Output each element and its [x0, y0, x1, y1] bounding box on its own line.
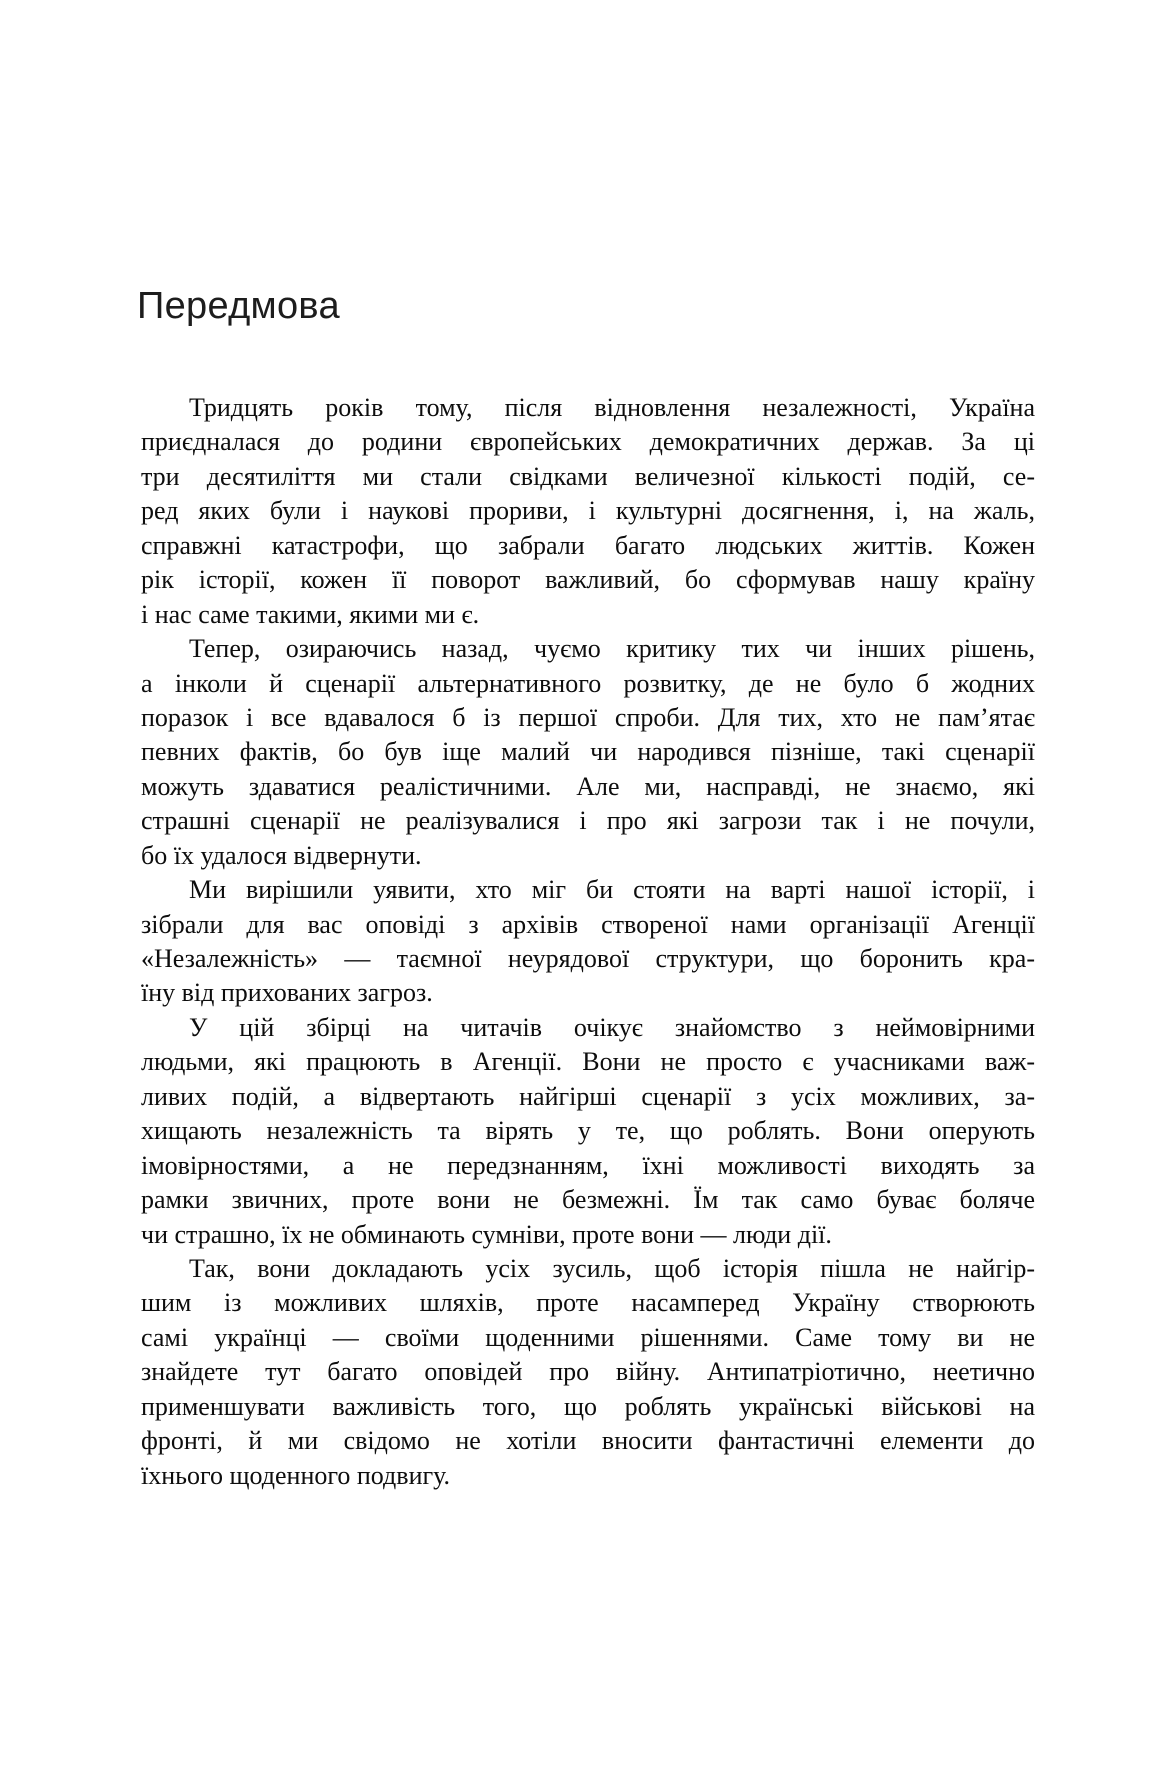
paragraph: [141, 1011, 1035, 1252]
text-line: рік історії, кожен її поворот важливий, бо сформував нашу країну: [141, 565, 1035, 595]
text-line: «Незалежність» — таємної неурядової структури, що боронить кра-: [141, 944, 1035, 973]
text-line: самі українці — своїми щоденними рішеннями. Саме тому ви не: [141, 1322, 1035, 1352]
body-text: [141, 391, 1035, 1493]
text-line: Тридцять років тому, після відновлення незалежності, Україна: [189, 393, 1035, 422]
text-line: їхнього щоденного подвигу.: [141, 1460, 451, 1490]
text-line: певних фактів, бо був іще малий чи народився пізніше, такі сценарії: [141, 737, 1035, 767]
text-line: а інколи й сценарії альтернативного розвитку, де не було б жодних: [141, 668, 1035, 698]
text-line: Ми вирішили уявити, хто міг би стояти на варті нашої історії, і: [189, 875, 1035, 905]
text-line: Так, вони докладають усіх зусиль, щоб історія пішла не найгір-: [189, 1253, 1035, 1283]
text-line: знайдете тут багато оповідей про війну. Антипатріотично, неетично: [141, 1357, 1035, 1387]
text-line: чи страшно, їх не обминають сумніви, проте вони — люди дії.: [141, 1219, 832, 1249]
text-line: приєдналася до родини європейських демократичних держав. За ці: [141, 427, 1035, 457]
text-line: зібрали для вас оповіді з архівів створеної нами організації Агенції: [141, 909, 1035, 939]
paragraph: [141, 632, 1035, 873]
text-line: поразок і все вдавалося б із першої спроби. Для тих, хто не пам’ятає: [141, 702, 1035, 732]
text-line: хищають незалежність та вірять у те, що роблять. Вони оперують: [141, 1116, 1035, 1146]
text-line: страшні сценарії не реалізувалися і про які загрози так і не почули,: [141, 806, 1035, 836]
text-line: ред яких були і наукові прориви, і культурні досягнення, і, на жаль,: [141, 496, 1035, 526]
text-line: шим із можливих шляхів, проте насамперед Україну створюють: [141, 1288, 1035, 1318]
text-line: справжні катастрофи, що забрали багато людських життів. Кожен: [141, 530, 1035, 560]
text-line: ливих подій, а відвертають найгірші сценарії з усіх можливих, за-: [141, 1081, 1035, 1111]
text-line: Тепер, озираючись назад, чуємо критику тих чи інших рішень,: [189, 634, 1035, 664]
text-line: фронті, й ми свідомо не хотіли вносити фантастичні елементи до: [141, 1426, 1035, 1456]
text-line: і нас саме такими, якими ми є.: [141, 599, 480, 629]
paragraph: [141, 1252, 1035, 1493]
text-line: імовірностями, а не передзнанням, їхні можливості виходять за: [141, 1150, 1035, 1180]
paragraph: [141, 873, 1035, 1011]
paragraph: [141, 391, 1035, 632]
text-line: бо їх удалося відвернути.: [141, 840, 422, 870]
text-line: їну від прихованих загроз.: [141, 978, 433, 1008]
text-line: У цій збірці на читачів очікує знайомство з неймовірними: [189, 1012, 1035, 1042]
text-line: людьми, які працюють в Агенції. Вони не просто є учасниками важ-: [141, 1047, 1035, 1077]
text-line: можуть здаватися реалістичними. Але ми, насправді, не знаємо, які: [141, 771, 1035, 801]
text-line: рамки звичних, проте вони не безмежні. Їм так само буває боляче: [141, 1185, 1035, 1215]
chapter-title: Передмова: [137, 285, 340, 327]
text-line: применшувати важливість того, що роблять українські військові на: [141, 1391, 1035, 1421]
text-line: три десятиліття ми стали свідками величезної кількості подій, се-: [141, 461, 1035, 491]
